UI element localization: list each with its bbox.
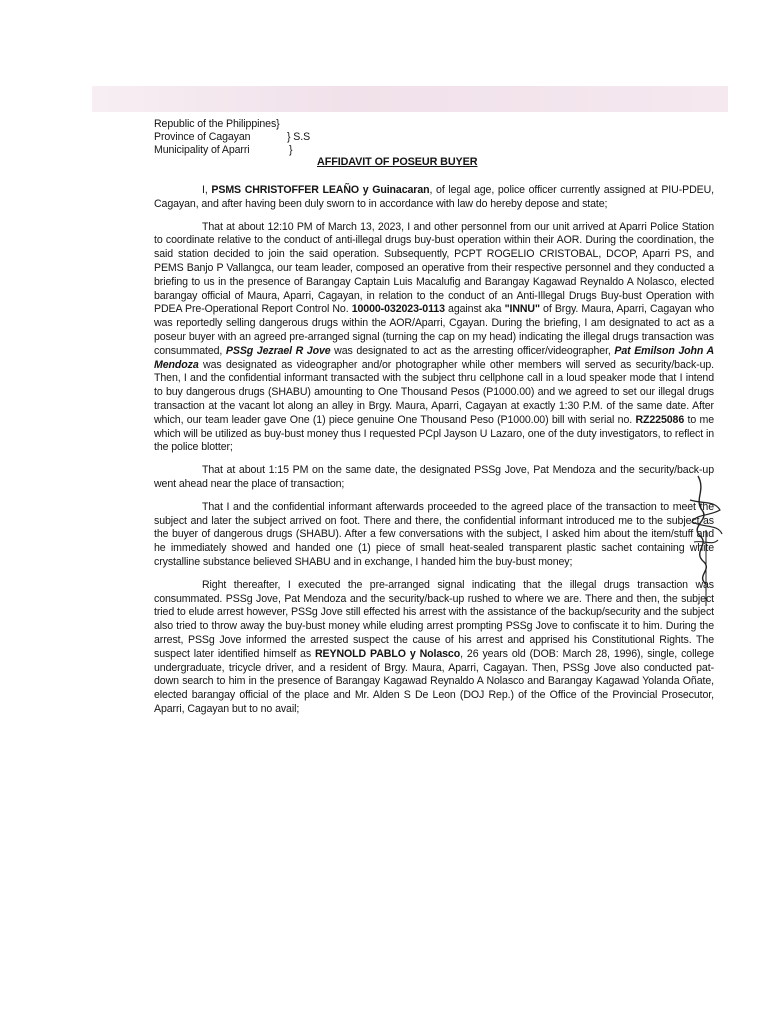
affiant-name: PSMS CHRISTOFFER LEAÑO y Guinacaran [211,184,430,196]
paragraph-coordination [154,221,714,456]
text-run: was designated to act as the arresting officer/videographer, [330,344,615,357]
header-republic: Republic of the Philippines} [154,118,280,130]
text-run: to me which will be utilized as buy-bust money thus I requested PCpl Jayson U Lazaro, one of the duty investigators, to reflect in the police blotter; [154,413,714,454]
scan-tint-band [92,86,728,112]
header-province: Province of Cagayan [154,131,251,143]
videographer-name: Pat Emilson John A Mendoza [154,344,714,371]
arresting-officer-name: PSSg Jezrael R Jove [225,344,331,357]
text-run: That at about 12:10 PM of March 13, 2023, I and other personnel from our unit arrived at Aparri Police Station to coordinate relative to the conduct of anti-illegal drugs buy-bust operation within their AOR. During the coordination, the said station decided to join the said operation. Subsequently, PCPT ROGELIO CRISTOBAL, DCOP, Aparri PS, and PEMS Banjo P Vallangca, our team leader, composed an operative from their respective personnel and they conducted a briefing to us in the presence of Barangay Captain Luis Macalufig and Barangay Kagawad Reynaldo A Nolasco, elected barangay official of Maura, Aparri, Cagayan, in relation to the conduct of an Anti-Illegal Drugs Buy-bust Operation with PDEA Pre-Operational Report Control No. [154,220,714,316]
paragraph-intro [154,184,714,212]
paragraph-backup [154,464,714,492]
alias-name: "INNU" [504,303,540,316]
document-body [154,184,714,717]
affidavit-page [154,118,714,726]
text-run: against aka [444,303,505,316]
serial-number: RZ225086 [635,413,685,426]
handwritten-signature [676,470,736,610]
text-run: That at about 1:15 PM on the same date, the designated PSSg Jove, Pat Mendoza and the security/back-up went ahead near the place of transaction; [154,464,714,490]
document-title: AFFIDAVIT OF POSEUR BUYER [317,156,478,168]
text-run: of Brgy. Maura, Aparri, Cagayan who was reportedly selling dangerous drugs within the AOR/Aparri, Cgayan. During the briefing, I am designated to act as a poseur buyer with an agreed pre-arranged signal (turning the cap on my head) indicating the illegal drugs transaction was consummated, [154,303,714,357]
text-run: Right thereafter, I executed the pre-arranged signal indicating that the illegal drugs transaction was consummated. PSSg Jove, Pat Mendoza and the security/back-up rushed to where we are. There and then, the subject tried to elude arrest however, PSSg Jove still effected his arrest with the assistance of the backup/security and the subject also tried to throw away the buy-bust money while eluding arrest prompting PSSg Jove to confiscate it to him. During the arrest, PSSg Jove informed the arrested suspect the cause of his arrest and apprised his Constitutional Rights. The suspect later identified himself as [154,578,714,660]
document-header [154,118,714,168]
header-municipality: Municipality of Aparri [154,144,250,156]
text-run: was designated as videographer and/or photographer while other members will served as security/back-up. Then, I and the confidential informant transacted with the subject thru cellphone call in a loud speaker mode that I intend to buy dangerous drugs (SHABU) amounting to One Thousand Pesos (P1000.00) and we agreed to set our illegal drugs transaction at the vacant lot along an alley in Brgy. Maura, Aparri, Cagayan at exactly 1:30 P.M. of the same date. After which, our team leader gave One (1) piece genuine One Thousand Peso (P1000.00) bill with serial no. [154,358,714,426]
text-run: , 26 years old (DOB: March 28, 1996), single, college undergraduate, tricycle driver, and a resident of Brgy. Maura, Aparri, Cagayan. Then, PSSg Jove also conducted pat-down search to him in the presence of Barangay Kagawad Reynaldo A Nolasco and Barangay Kagawad Yolanda Oñate, elected barangay official of the place and Mr. Alden S De Leon (DOJ Rep.) of the Office of the Provincial Prosecutor, Aparri, Cagayan but to no avail; [154,647,714,715]
text-run: That I and the confidential informant afterwards proceeded to the agreed place of the transaction to meet the subject and later the subject arrived on foot. There and there, the confidential informant introduced me to the subject as the buyer of dangerous drugs (SHABU). After a few conversations with the subject, I asked him about the item/stuff and he immediately showed and handed one (1) piece of small heat-sealed transparent plastic sachet containing white crystalline substance believed SHABU and in exchange, I handed him the buy-bust money; [154,500,714,568]
header-ss-brace: } S.S [287,131,311,143]
suspect-name: REYNOLD PABLO y Nolasco [315,647,461,660]
header-brace: } [289,144,293,156]
text-run: I, [202,184,212,196]
control-number: 10000-032023-0113 [351,303,445,316]
paragraph-transaction [154,501,714,570]
text-run: , of legal age, police officer currently assigned at PIU-PDEU, Cagayan, and after having been duly sworn to in accordance with law do hereby depose and state; [154,184,714,210]
paragraph-arrest [154,579,714,717]
